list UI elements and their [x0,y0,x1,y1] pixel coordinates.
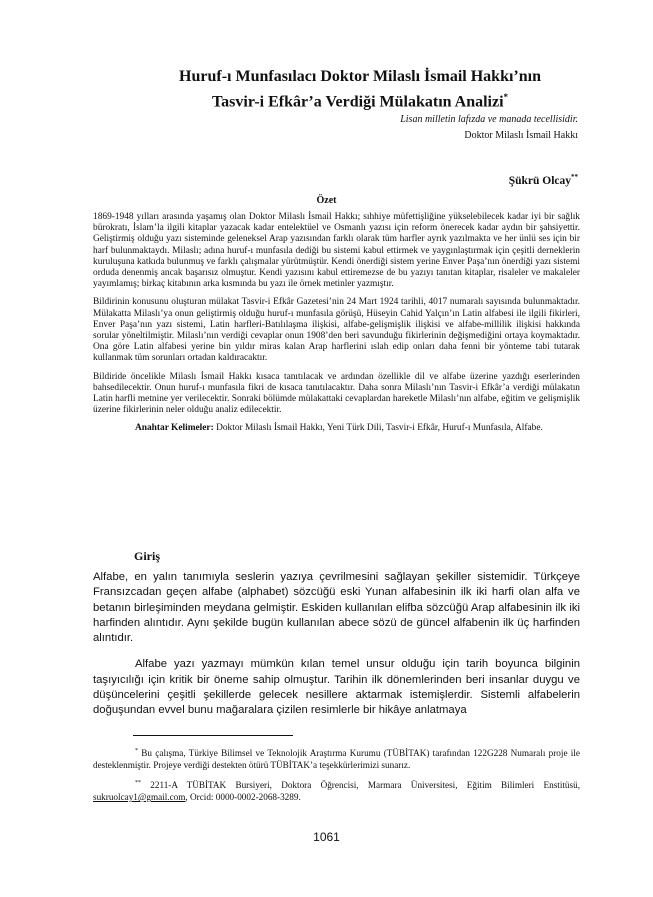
author-name [509,173,578,187]
keywords-label: Anahtar Kelimeler: [135,423,214,434]
body-text [93,570,580,730]
abstract-paragraph: Bildirinin konusunu oluşturan mülakat Tasvir-i Efkâr Gazetesi’nin 24 Mart 1924 tarihli, 4017 numaralı sayısında bulunmaktadır. Mülakatta Milaslı’ya onun geliştirmiş olduğu huruf-ı munfasıla görüşü, Hüseyin Cahid Yalçın’ın Latin alfabesi ile ilgili fikirleri, Enver Paşa’nın yazı sistemi, Latin harfleri-Batılılaşma ilişkisi, alfabe-gelişmişlik ilişkisi ve alfabe-millilik ilişkisi hakkında sorular yöneltilmiştir. Milaslı’nın verdiği cevaplar onun 1908’den beri savunduğu fikirlerinin değişmediğini ortaya koymaktadır. Ona göre Latin alfabesi yerine bin yıldır miras kalan Arap harflerini ıslah edip onları daha fenni bir yönteme tabi tutarak kullanmak tüm sorunları ortadan kaldıracaktır. [93,297,580,364]
title-line-2: Tasvir-i Efkâr’a Verdiği Mülakatın Analizi [211,93,504,111]
body-paragraph: Alfabe, en yalın tanımıyla seslerin yazıya çevrilmesini sağlayan şekiller sistemidir. Türkçeye Fransızcadan geçen alfabe (alphabet) sözcüğü eski Yunan alfabesinin ilk iki harfi olan alfa ve betanın birleşiminden meydana gelmiştir. Eskiden kullanılan elifba sözcüğü Arap alfabesinin ilk iki harfinden alıntıdır. Aynı şekilde bugün kullanılan abece sözü de güncel alfabenin ilk üç harfinden alıntıdır. [93,571,580,645]
abstract-paragraph: 1869-1948 yılları arasında yaşamış olan Doktor Milaslı İsmail Hakkı; sıhhiye müfettişliğine yükselebilecek kadar iyi bir sağlık bürokratı, İslam’la ilgili kitaplar yazacak kadar entelektüel ve Osmanlı yazısı için reform önerecek kadar aydın bir şahsiyettir. Geliştirmiş olduğu yazı sisteminde geleneksel Arap yazısından farklı olarak tüm harfler ayrık yazılmakta ve her ünlü ses için bir harf bulunmaktaydı. Milaslı; adına huruf-ı munfasıla dediği bu sistemi kabul ettirmek ve yaygınlaştırmak için çeşitli derneklerin kuruluşuna katkıda bulunmuş ve farklı çalışmalar yürütmüştür. Kendi önerdiği sistem yerine Enver Paşa’nın önerdiği yazı sistemi orduda denenmiş ancak başarısız olmuştur. Kendi yazısını kabul ettiremezse de bu yazıyı tanıtan kitaplar, risaleler ve makaleler yayımlamış; birkaç kitabının arka kısmında bu yazı ile örnek metinler yazmıştır. [93,212,580,290]
abstract-paragraph: Bildiride öncelikle Milaslı İsmail Hakkı kısaca tanıtılacak ve ardından özellikle dil ve alfabe üzerine yazdığı eserlerinden bahsedilecektir. Onun huruf-ı munfasıla fikri de kısaca tanıtılacaktır. Daha sonra Milaslı’nın Tasvir-i Efkâr’a verdiği mülakatın Latin harfli metnine yer verilecektir. Sonraki bölümde mülakattaki cevaplardan hareketle Milaslı’nın alfabe, eğitim ve gelişmişlik üzerine fikirlerinin neler olduğu analiz edilecektir. [93,371,580,416]
footnote-2-text: 2211-A TÜBİTAK Bursiyeri, Doktora Öğrencisi, Marmara Üniversitesi, Eğitim Bilimleri Enstitüsü, [141,780,580,791]
footnotes [93,745,580,809]
author-label: Şükrü Olcay [508,174,571,187]
author-email-link[interactable]: sukruolcay1@gmail.com [93,792,186,803]
section-heading: Giriş [134,549,160,563]
keywords [93,423,580,434]
epigraph-quote: Lisan milletin lafızda ve manada tecellisidir. [400,114,578,125]
abstract-heading: Özet [316,195,337,206]
paper-title [140,66,580,112]
epigraph-source: Doktor Milaslı İsmail Hakkı [464,130,578,141]
author-footnote-marker[interactable]: ** [571,173,578,181]
title-footnote-marker[interactable]: * [503,92,509,102]
footnote-2 [93,777,580,803]
footnote-1 [93,745,580,771]
page-number: 1061 [313,830,340,844]
epigraph [400,112,578,144]
title-line-1: Huruf-ı Munfasılacı Doktor Milaslı İsmail Hakkı’nın [179,68,541,85]
body-paragraph: Alfabe yazı yazmayı mümkün kılan temel unsur olduğu için tarih boyunca bilginin taşıyıcılığı için kritik bir öneme sahip olmuştur. Tarihin ilk dönemlerinden beri insanlar duygu ve düşüncelerini çeşitli şekillerde gelecek nesillere aktarmak istemişlerdir. Sistemli alfabelerin doğuşundan evvel bunu mağaralara çizilen resimlerle bir hikâye anlatmaya [93,658,580,717]
footnote-2-marker: ** [135,780,141,787]
footnote-1-text: Bu çalışma, Türkiye Bilimsel ve Teknolojik Araştırma Kurumu (TÜBİTAK) tarafından 122G228 Numaralı proje ile desteklenmiştir. Projeye verdiği destekten ötürü TÜBİTAK’a teşekkürlerimizi sunarız. [93,748,580,771]
footnote-2-orcid: , Orcid: 0000-0002-2068-3289. [185,792,301,803]
keywords-list: Doktor Milaslı İsmail Hakkı, Yeni Türk Dili, Tasvir-i Efkâr, Huruf-ı Munfasıla, Alfabe. [213,423,543,434]
abstract-body [93,212,580,442]
footnote-1-marker: * [135,748,138,754]
footnote-divider [133,735,293,736]
